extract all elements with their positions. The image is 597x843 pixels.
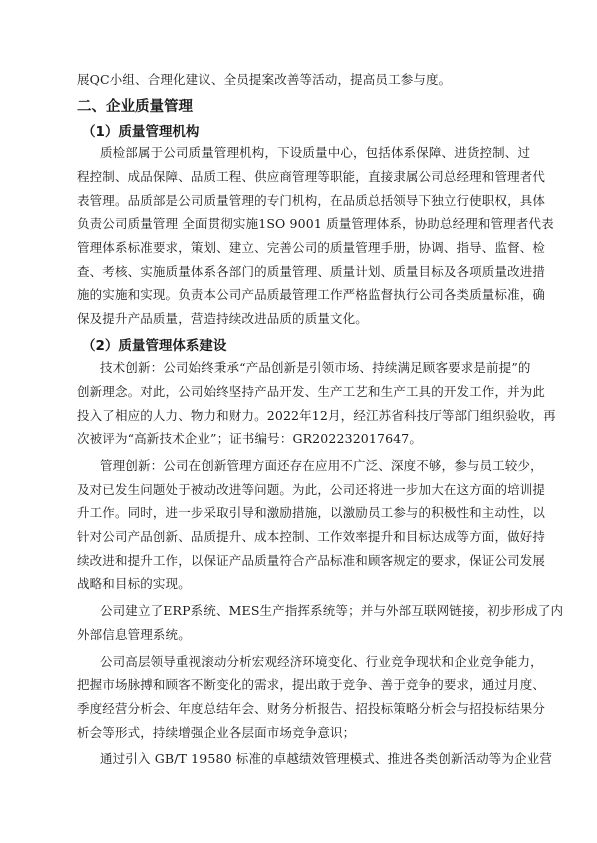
paragraph-line: 升工作。同时，进一步采取引导和激励措施，以激励员工参与的积极性和主动性，以	[77, 505, 546, 520]
paragraph-line: 表管理。品质部是公司质量管理的专门机构，在品质总括领导下独立行使职权，具体	[77, 193, 546, 208]
subsection-title-1: （1）质量管理机构	[82, 124, 200, 140]
paragraph-line: 析会等形式，持续增强企业各层面市场竞争意识；	[77, 725, 356, 740]
paragraph-line: 把握市场脉搏和顾客不断变化的需求，提出敢于竞争、善于竞争的要求，通过月度、	[77, 677, 546, 692]
paragraph-line: 外部信息管理系统。	[77, 627, 191, 642]
subsection-title-2: （2）质量管理体系建设	[82, 338, 227, 354]
intro-line: 展QC小组、合理化建议、全员提案改善等活动，提高员工参与度。	[77, 72, 452, 87]
paragraph-line: 通过引入 GB/T 19580 标准的卓越绩效管理模式、推进各类创新活动等为企业营	[100, 751, 553, 766]
paragraph-line: 管理体系标准要求，策划、建立、完善公司的质量管理手册，协调、指导、监督、检	[77, 240, 546, 255]
paragraph-line: 公司高层领导重视滚动分析宏观经济环境变化、行业竞争现状和企业竞争能力，	[100, 654, 543, 669]
paragraph-line: 投入了相应的人力、物力和财力。2022年12月，经江苏省科技厅等部门组织验收，再	[77, 408, 556, 423]
paragraph-line: 施的实施和实现。负责本公司产品质最管理工作严格监督执行公司各类质量标准，确	[77, 287, 546, 302]
paragraph-line: 负责公司质量管理 全面贯彻实施1SO 9001 质量管理体系，协助总经理和管理者代表	[77, 216, 554, 231]
paragraph-line: 保及提升产品质量，营造持续改进品质的质量文化。	[77, 311, 368, 326]
paragraph-line: 续改进和提升工作，以保证产品质量符合产品标准和顾客规定的要求，保证公司发展	[77, 553, 546, 568]
paragraph-line: 程控制、成品保障、品质工程、供应商管理等职能，直接隶属公司总经理和管理者代	[77, 169, 546, 184]
paragraph-line: 技术创新：公司始终秉承“产品创新是引领市场、持续满足顾客要求是前提”的	[100, 360, 531, 375]
paragraph-line: 季度经营分析会、年度总结年会、财务分析报告、招投标策略分析会与招投标结果分	[77, 701, 546, 716]
paragraph-line: 质检部属于公司质量管理机构，下设质量中心，包括体系保障、进货控制、过	[100, 145, 531, 160]
paragraph-line: 公司建立了ERP系统、MES生产指挥系统等；并与外部互联网链接，初步形成了内	[100, 603, 564, 618]
paragraph-line: 针对公司产品创新、品质提升、成本控制、工作效率提升和目标达成等方面，做好持	[77, 529, 546, 544]
paragraph-line: 查、考核、实施质量体系各部门的质量管理、质量计划、质量目标及各项质量改进措	[77, 264, 546, 279]
paragraph-line: 战略和目标的实现。	[77, 576, 191, 591]
paragraph-line: 管理创新：公司在创新管理方面还存在应用不广泛、深度不够，参与员工较少，	[100, 458, 543, 473]
paragraph-line: 次被评为“高新技术企业”；证书编号：GR202232017647。	[77, 431, 423, 446]
paragraph-line: 创新理念。对此，公司始终坚持产品开发、生产工艺和生产工具的开发工作，并为此	[77, 384, 546, 399]
section-title: 二、企业质量管理	[77, 99, 193, 115]
paragraph-line: 及对已发生问题处于被动改进等问题。为此，公司还将进一步加大在这方面的培训提	[77, 482, 546, 497]
